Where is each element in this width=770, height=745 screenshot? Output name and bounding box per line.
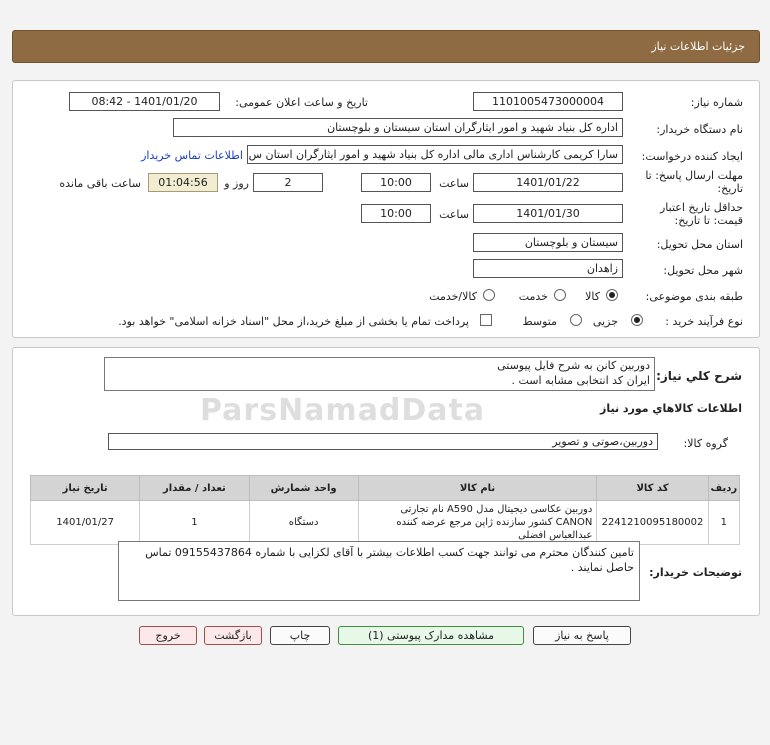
deadline-label: مهلت ارسال پاسخ: تا تاریخ:	[645, 169, 743, 195]
goods-table	[30, 475, 740, 545]
buyer-field: اداره کل بنیاد شهید و امور ایثارگران استان سیستان و بلوچستان	[173, 118, 623, 137]
process-option-minor: جزیی	[592, 315, 618, 328]
summary-field	[104, 357, 655, 391]
deadline-time-field: 10:00	[361, 173, 431, 192]
announce-field: 1401/01/20 - 08:42	[69, 92, 220, 111]
cell-unit: دستگاه	[249, 501, 358, 545]
need-number-field: 1101005473000004	[473, 92, 623, 111]
creator-field: سارا کریمی کارشناس اداری مالی اداره کل بنیاد شهید و امور ایثارگران استان س	[247, 145, 623, 164]
summary-label: شرح کلي نياز:	[656, 369, 742, 383]
reply-button[interactable]: پاسخ به نیاز	[533, 626, 631, 645]
cell-qty: 1	[140, 501, 249, 545]
cell-date: 1401/01/27	[31, 501, 140, 545]
announce-label: تاریخ و ساعت اعلان عمومی:	[235, 96, 368, 109]
process-radio-minor[interactable]	[631, 314, 643, 326]
creator-label: ایجاد کننده درخواست:	[641, 150, 743, 163]
print-button[interactable]: چاپ	[270, 626, 330, 645]
buyer-contact-link[interactable]: اطلاعات تماس خریدار	[141, 149, 243, 162]
cell-code: 2241210095180002	[597, 501, 708, 545]
watermark: ParsNamadData	[200, 393, 486, 428]
table-row	[31, 501, 740, 545]
validity-date-field: 1401/01/30	[473, 204, 623, 223]
buyer-notes-label: توضیحات خریدار:	[649, 566, 742, 579]
goods-section-title: اطلاعات کالاهاي مورد نياز	[600, 402, 742, 415]
category-radio-both[interactable]	[483, 289, 495, 301]
page-title: جزئیات اطلاعات نیاز	[651, 40, 745, 53]
category-option-goods: کالا	[585, 290, 600, 303]
cell-name: دوربین عکاسی دیجیتال مدل A590 نام تجارتی CANON کشور سازنده ژاپن مرجع عرضه کننده عبدالعباس افضلی	[358, 501, 597, 545]
need-number-label: شماره نیاز:	[690, 96, 743, 109]
treasury-checkbox[interactable]	[480, 314, 492, 326]
col-unit: واحد شمارش	[249, 476, 358, 501]
province-label: استان محل تحویل:	[656, 238, 743, 251]
process-radio-medium[interactable]	[570, 314, 582, 326]
summary-line-1: دوربین کانن به شرح فایل پیوستی	[497, 359, 650, 372]
validity-time-label: ساعت	[439, 208, 469, 221]
category-option-both: کالا/خدمت	[429, 290, 477, 303]
attachments-button[interactable]: مشاهده مدارک پیوستی (1)	[338, 626, 524, 645]
city-label: شهر محل تحویل:	[663, 264, 743, 277]
days-label: روز و	[224, 177, 249, 190]
col-name: نام کالا	[358, 476, 597, 501]
buyer-notes-field: تامین کنندگان محترم می توانند جهت کسب اطلاعات بیشتر با آقای لکزایی با شماره 09155437864 تماس حاصل نمایند .	[118, 541, 640, 601]
days-field: 2	[253, 173, 323, 192]
page-header	[12, 30, 760, 63]
city-field: زاهدان	[473, 259, 623, 278]
category-option-service: خدمت	[518, 290, 548, 303]
category-label: طبقه بندی موضوعی:	[645, 290, 743, 303]
payment-note: پرداخت تمام یا بخشی از مبلغ خرید،از محل "اسناد خزانه اسلامی" خواهد بود.	[118, 315, 469, 328]
buyer-label: نام دستگاه خریدار:	[656, 123, 743, 136]
back-button[interactable]: بازگشت	[204, 626, 262, 645]
remaining-time-field: 01:04:56	[148, 173, 218, 192]
category-radio-service[interactable]	[554, 289, 566, 301]
validity-label: حداقل تاریخ اعتبار قیمت: تا تاریخ:	[659, 201, 743, 227]
col-code: کد کالا	[597, 476, 708, 501]
goods-group-field: دوربین،صوتی و تصویر	[108, 433, 658, 450]
deadline-date-field: 1401/01/22	[473, 173, 623, 192]
category-radio-goods[interactable]	[606, 289, 618, 301]
cell-row: 1	[708, 501, 739, 545]
remaining-label: ساعت باقی مانده	[59, 177, 141, 190]
col-row: ردیف	[708, 476, 739, 501]
col-date: تاریخ نیاز	[31, 476, 140, 501]
col-qty: تعداد / مقدار	[140, 476, 249, 501]
process-option-medium: متوسط	[522, 315, 557, 328]
deadline-time-label: ساعت	[439, 177, 469, 190]
province-field: سیستان و بلوچستان	[473, 233, 623, 252]
goods-group-label: گروه کالا:	[683, 437, 728, 450]
exit-button[interactable]: خروج	[139, 626, 197, 645]
summary-line-2: ایران کد انتخابی مشابه است .	[511, 374, 650, 387]
process-label: نوع فرآیند خرید :	[665, 315, 743, 328]
validity-time-field: 10:00	[361, 204, 431, 223]
